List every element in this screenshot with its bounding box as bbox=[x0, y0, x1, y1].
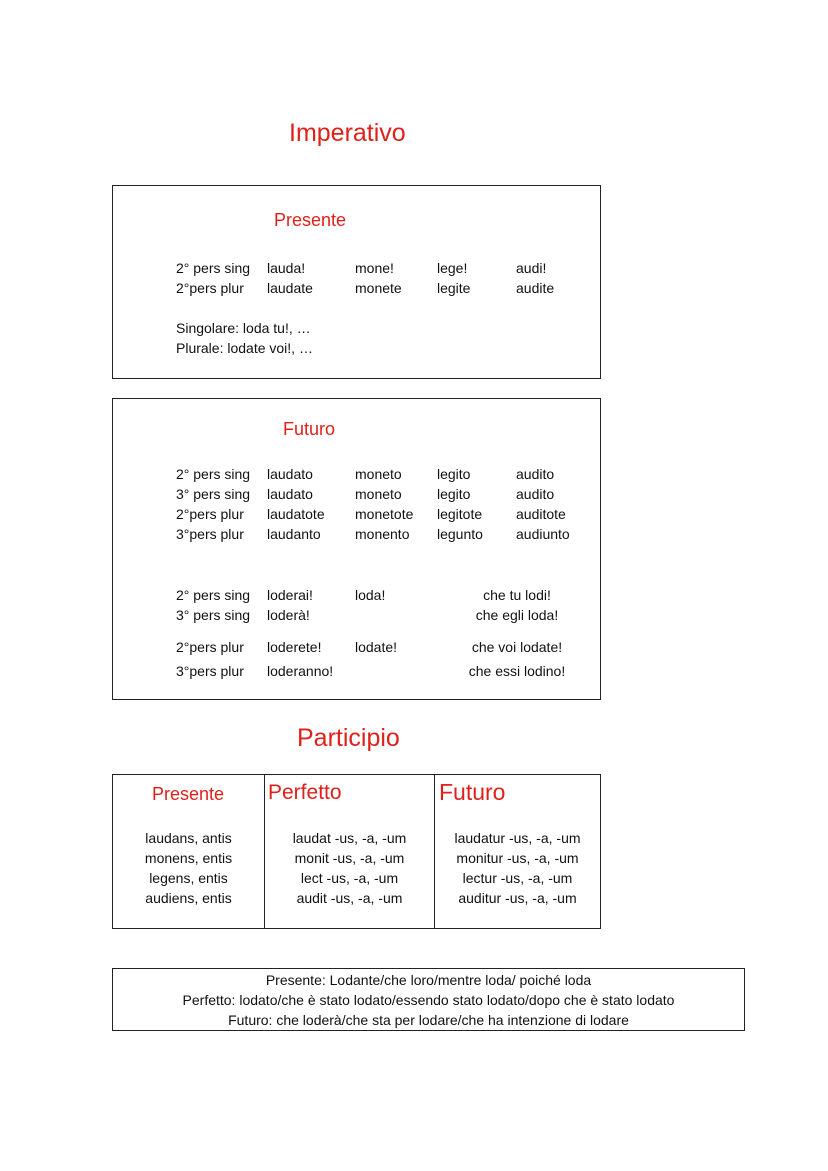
note-plurale: Plurale: lodate voi!, … bbox=[176, 340, 313, 356]
list-item: laudat -us, -a, -um bbox=[292, 830, 407, 846]
verb-form: legito bbox=[437, 486, 471, 502]
italian-alt-form: loda! bbox=[355, 587, 386, 603]
list-item: monitur -us, -a, -um bbox=[456, 850, 579, 866]
list-item: audit -us, -a, -um bbox=[296, 890, 403, 906]
subjunctive-form: che essi lodino! bbox=[468, 663, 566, 679]
verb-form: monetote bbox=[355, 506, 414, 522]
verb-form: monete bbox=[355, 280, 402, 296]
column-header: Perfetto bbox=[268, 781, 342, 804]
list-item: auditur -us, -a, -um bbox=[458, 890, 577, 906]
person-label: 3°pers plur bbox=[176, 663, 244, 679]
list-item: lectur -us, -a, -um bbox=[462, 870, 573, 886]
summary-perfetto: Perfetto: lodato/che è stato lodato/essendo stato lodato/dopo che è stato lodato bbox=[182, 992, 675, 1008]
presente-heading: Presente bbox=[274, 210, 347, 230]
column-header: Presente bbox=[152, 784, 225, 804]
person-label: 2° pers sing bbox=[176, 260, 251, 276]
verb-form: legite bbox=[437, 280, 471, 296]
section-title-imperativo: Imperativo bbox=[289, 119, 406, 147]
section-title-participio: Participio bbox=[297, 724, 400, 752]
verb-form: monento bbox=[355, 526, 410, 542]
verb-form: audiunto bbox=[516, 526, 570, 542]
list-item: laudatur -us, -a, -um bbox=[454, 830, 581, 846]
person-label: 2° pers sing bbox=[176, 466, 251, 482]
verb-form: moneto bbox=[355, 486, 402, 502]
verb-form: mone! bbox=[355, 260, 394, 276]
person-label: 3°pers plur bbox=[176, 526, 244, 542]
list-item: audiens, entis bbox=[145, 890, 232, 906]
verb-form: audite bbox=[516, 280, 555, 296]
person-label: 2°pers plur bbox=[176, 506, 244, 522]
futuro-heading: Futuro bbox=[283, 419, 336, 439]
verb-form: legunto bbox=[437, 526, 483, 542]
italian-form: loderà! bbox=[267, 607, 310, 623]
italian-form: loderanno! bbox=[267, 663, 334, 679]
summary-futuro: Futuro: che loderà/che sta per lodare/che ha intenzione di lodare bbox=[228, 1012, 629, 1028]
person-label: 2°pers plur bbox=[176, 280, 244, 296]
person-label: 3° pers sing bbox=[176, 486, 251, 502]
italian-form: loderai! bbox=[267, 587, 313, 603]
note-singolare: Singolare: loda tu!, … bbox=[176, 320, 311, 336]
summary-box bbox=[112, 968, 745, 1031]
verb-form: moneto bbox=[355, 466, 402, 482]
verb-form: audito bbox=[516, 466, 555, 482]
italian-alt-form: lodate! bbox=[355, 639, 398, 655]
participio-table bbox=[112, 774, 601, 929]
person-label: 2°pers plur bbox=[176, 639, 244, 655]
list-item: monens, entis bbox=[144, 850, 233, 866]
list-item: lect -us, -a, -um bbox=[300, 870, 399, 886]
list-item: legens, entis bbox=[149, 870, 228, 886]
verb-form: laudanto bbox=[267, 526, 321, 542]
verb-form: laudatote bbox=[267, 506, 325, 522]
verb-form: audi! bbox=[516, 260, 547, 276]
verb-form: laudate bbox=[267, 280, 313, 296]
participio-column-futuro bbox=[435, 775, 600, 928]
verb-form: laudato bbox=[267, 466, 313, 482]
verb-form: legito bbox=[437, 466, 471, 482]
verb-form: laudato bbox=[267, 486, 313, 502]
column-header: Futuro bbox=[439, 779, 506, 805]
participio-column-presente bbox=[113, 775, 264, 928]
summary-presente: Presente: Lodante/che loro/mentre loda/ poiché loda bbox=[265, 972, 592, 988]
imperativo-futuro-box bbox=[112, 398, 601, 700]
imperativo-presente-box bbox=[112, 185, 601, 379]
person-label: 3° pers sing bbox=[176, 607, 251, 623]
participio-column-perfetto bbox=[265, 775, 434, 928]
verb-form: lege! bbox=[437, 260, 468, 276]
italian-form: loderete! bbox=[267, 639, 322, 655]
subjunctive-form: che voi lodate! bbox=[471, 639, 563, 655]
person-label: 2° pers sing bbox=[176, 587, 251, 603]
verb-form: lauda! bbox=[267, 260, 306, 276]
verb-form: legitote bbox=[437, 506, 483, 522]
list-item: monit -us, -a, -um bbox=[294, 850, 405, 866]
subjunctive-form: che egli loda! bbox=[475, 607, 559, 623]
subjunctive-form: che tu lodi! bbox=[483, 587, 551, 603]
list-item: laudans, antis bbox=[145, 830, 232, 846]
verb-form: auditote bbox=[516, 506, 566, 522]
verb-form: audito bbox=[516, 486, 555, 502]
